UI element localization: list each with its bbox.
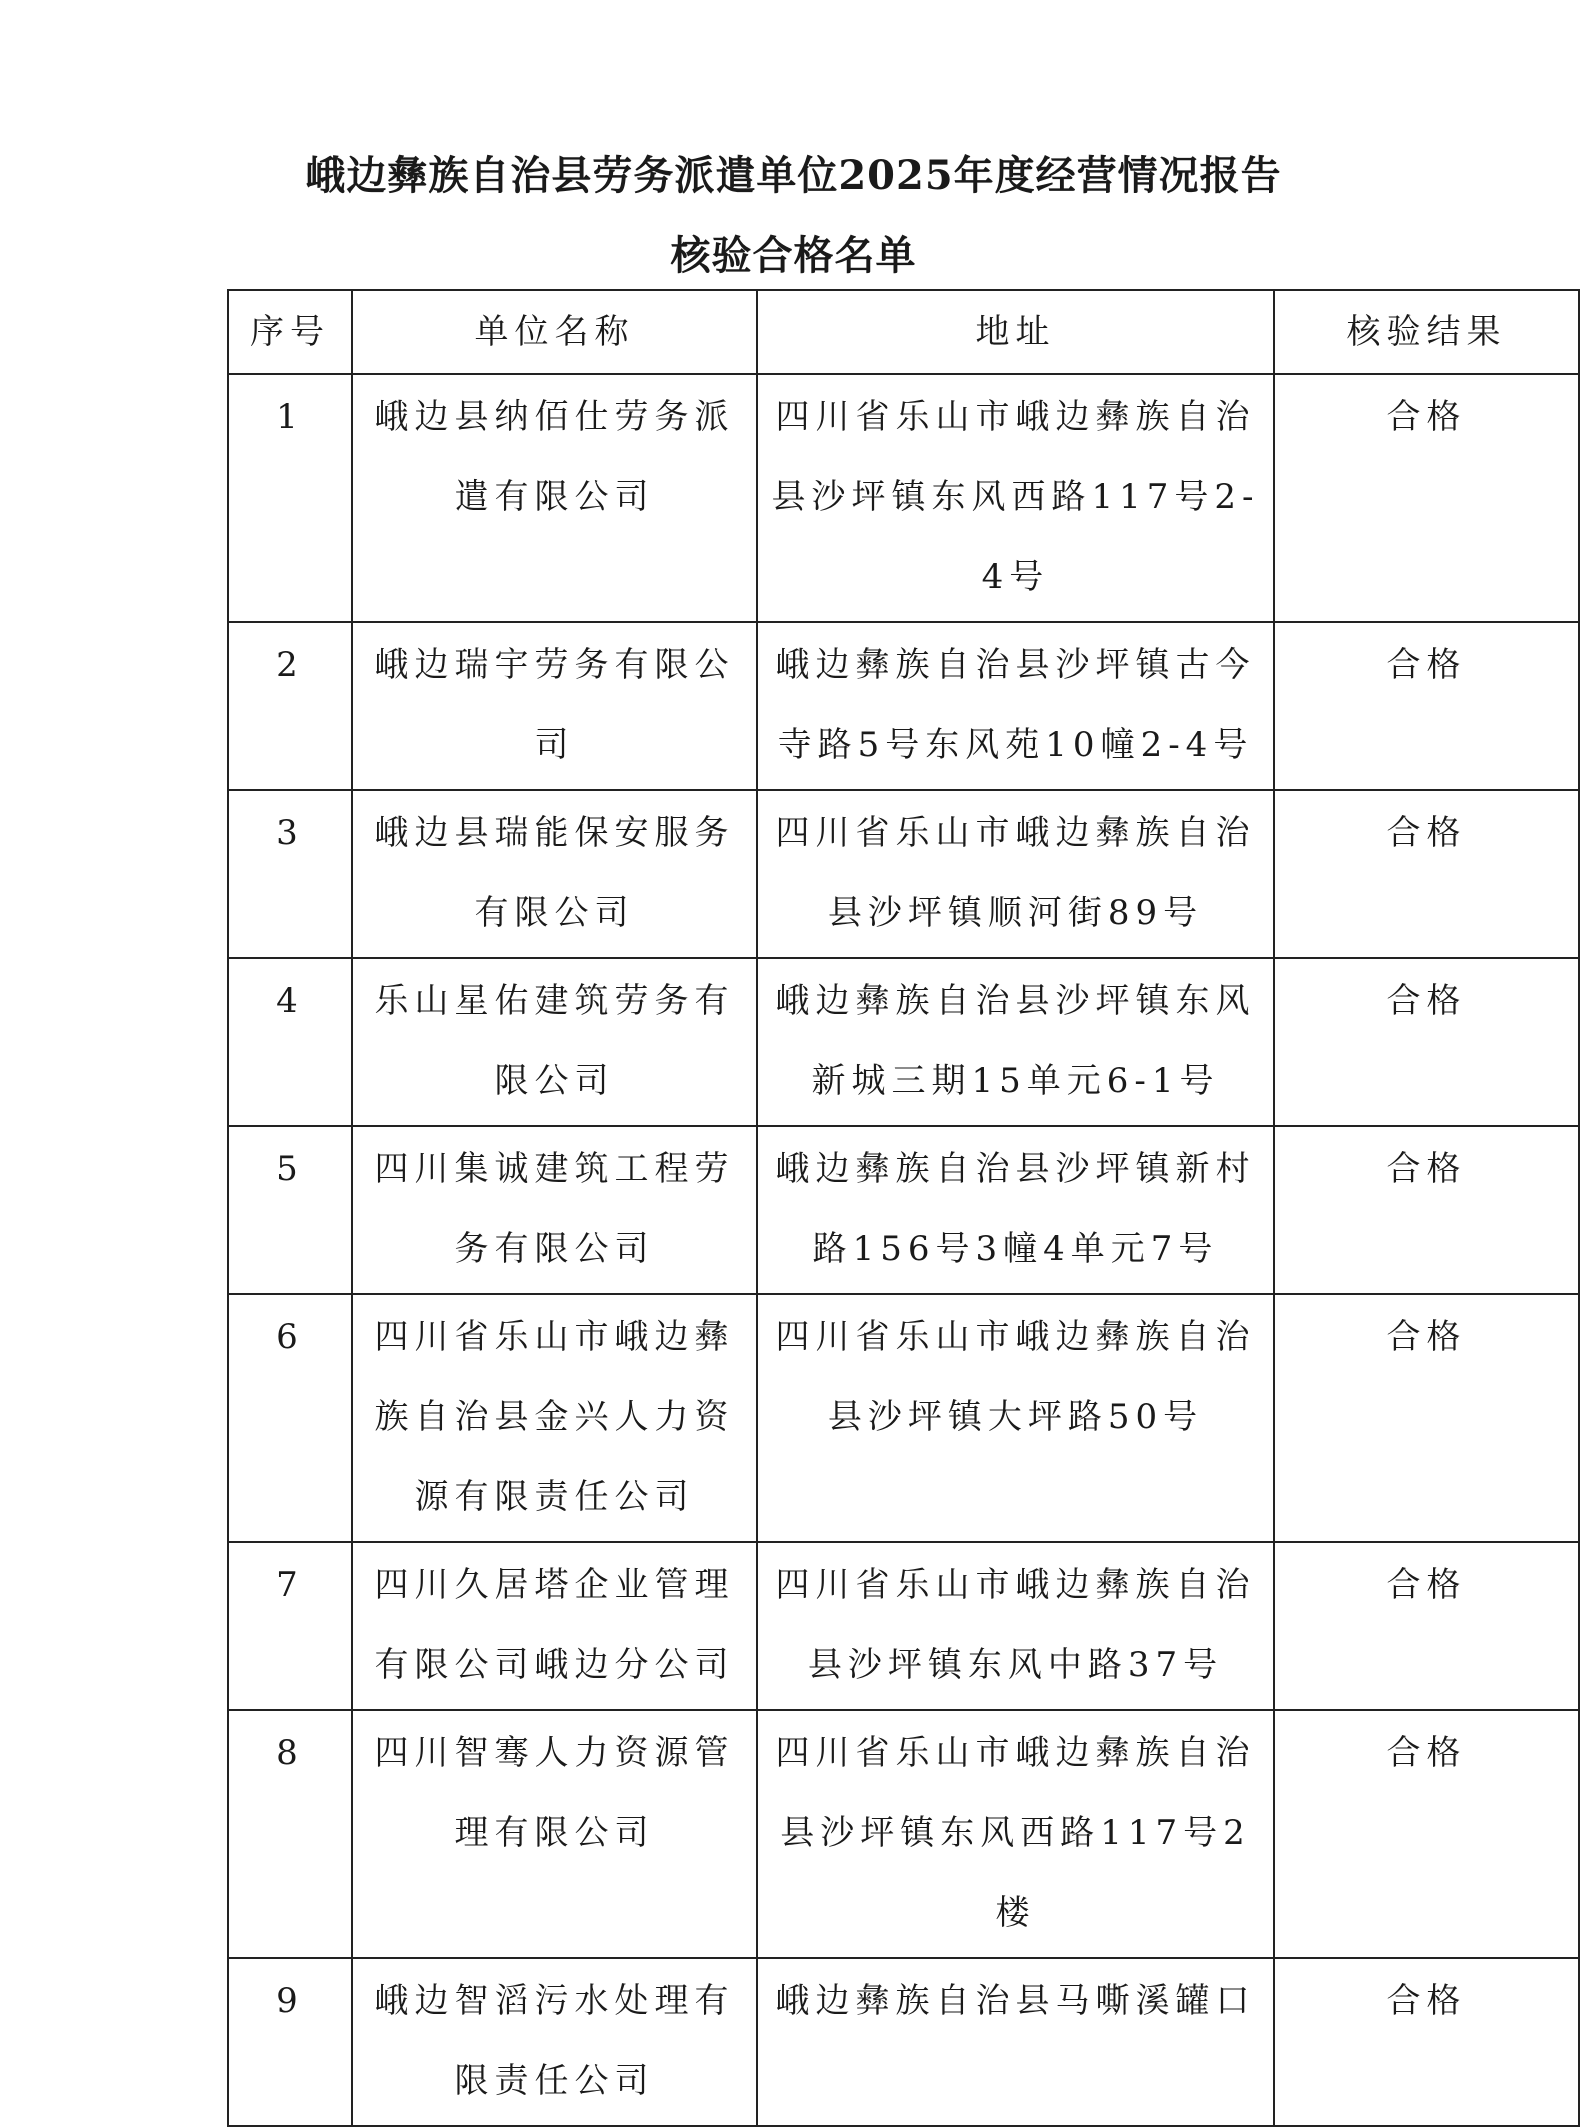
row-unit-name: 乐山星佑建筑劳务有限公司: [352, 958, 757, 1126]
table-row: [228, 1126, 1579, 1294]
row-seq: 1: [228, 374, 352, 622]
row-result: 合格: [1274, 1958, 1579, 2126]
row-result: 合格: [1274, 790, 1579, 958]
table-row: [228, 1542, 1579, 1710]
document-subtitle: 核验合格名单: [670, 232, 917, 279]
row-seq: 5: [228, 1126, 352, 1294]
row-seq: 7: [228, 1542, 352, 1710]
row-address: 四川省乐山市峨边彝族自治县沙坪镇东风西路117号2-4号: [757, 374, 1274, 622]
header-seq: 序号: [228, 290, 352, 374]
header-unit-name: 单位名称: [352, 290, 757, 374]
row-address: 峨边彝族自治县沙坪镇新村路156号3幢4单元7号: [757, 1126, 1274, 1294]
table-row: [228, 958, 1579, 1126]
document-title: 峨边彝族自治县劳务派遣单位2025年度经营情况报告: [305, 152, 1282, 199]
row-seq: 9: [228, 1958, 352, 2126]
table-row: [228, 1294, 1579, 1542]
row-result: 合格: [1274, 958, 1579, 1126]
row-result: 合格: [1274, 1710, 1579, 1958]
header-address: 地址: [757, 290, 1274, 374]
row-address: 峨边彝族自治县沙坪镇古今寺路5号东风苑10幢2-4号: [757, 622, 1274, 790]
row-address: 四川省乐山市峨边彝族自治县沙坪镇大坪路50号: [757, 1294, 1274, 1542]
table-row: [228, 374, 1579, 622]
qualified-units-table: [227, 289, 1580, 2127]
row-address: 四川省乐山市峨边彝族自治县沙坪镇东风中路37号: [757, 1542, 1274, 1710]
row-seq: 6: [228, 1294, 352, 1542]
row-result: 合格: [1274, 1294, 1579, 1542]
table-row: [228, 1710, 1579, 1958]
row-address: 峨边彝族自治县马嘶溪罐口: [757, 1958, 1274, 2126]
table-row: [228, 790, 1579, 958]
row-result: 合格: [1274, 374, 1579, 622]
table-body: [228, 374, 1579, 2126]
row-result: 合格: [1274, 1126, 1579, 1294]
row-address: 四川省乐山市峨边彝族自治县沙坪镇东风西路117号2楼: [757, 1710, 1274, 1958]
row-unit-name: 四川省乐山市峨边彝族自治县金兴人力资源有限责任公司: [352, 1294, 757, 1542]
row-address: 四川省乐山市峨边彝族自治县沙坪镇顺河街89号: [757, 790, 1274, 958]
row-unit-name: 峨边智滔污水处理有限责任公司: [352, 1958, 757, 2126]
row-result: 合格: [1274, 1542, 1579, 1710]
row-unit-name: 峨边县纳佰仕劳务派遣有限公司: [352, 374, 757, 622]
row-unit-name: 四川久居塔企业管理有限公司峨边分公司: [352, 1542, 757, 1710]
row-seq: 4: [228, 958, 352, 1126]
row-seq: 2: [228, 622, 352, 790]
table-header-row: [228, 290, 1579, 374]
table-row: [228, 1958, 1579, 2126]
row-unit-name: 峨边瑞宇劳务有限公司: [352, 622, 757, 790]
row-seq: 8: [228, 1710, 352, 1958]
row-result: 合格: [1274, 622, 1579, 790]
row-unit-name: 四川智骞人力资源管理有限公司: [352, 1710, 757, 1958]
header-result: 核验结果: [1274, 290, 1579, 374]
row-address: 峨边彝族自治县沙坪镇东风新城三期15单元6-1号: [757, 958, 1274, 1126]
row-unit-name: 峨边县瑞能保安服务有限公司: [352, 790, 757, 958]
row-unit-name: 四川集诚建筑工程劳务有限公司: [352, 1126, 757, 1294]
row-seq: 3: [228, 790, 352, 958]
table-row: [228, 622, 1579, 790]
